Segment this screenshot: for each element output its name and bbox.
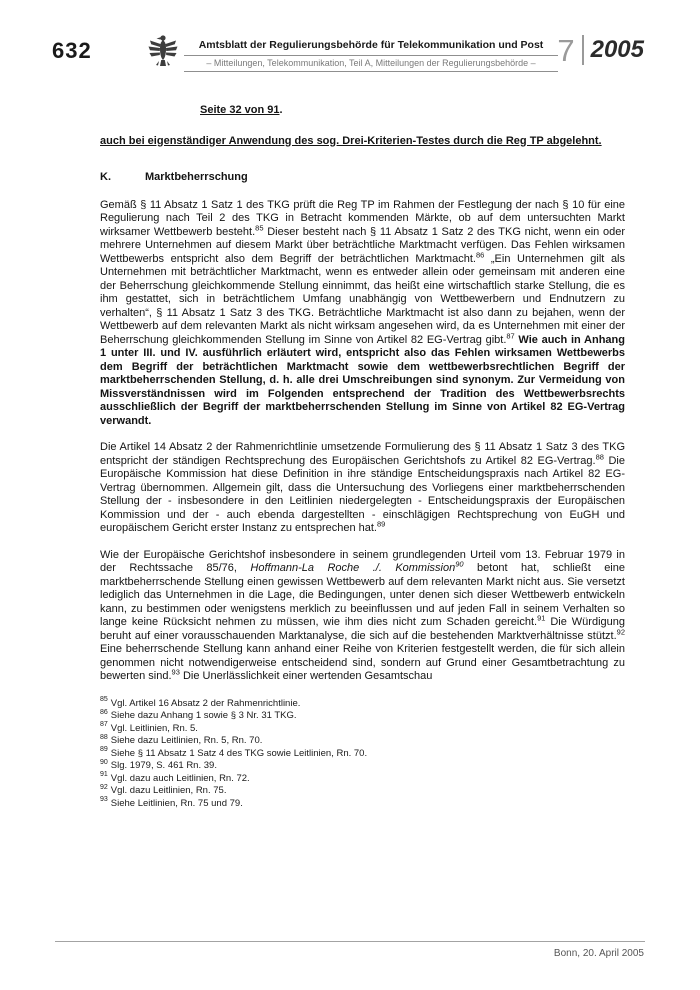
footnote-number: 87 xyxy=(100,721,108,729)
footnote-text: Siehe dazu Anhang 1 sowie § 3 Nr. 31 TKG. xyxy=(110,710,297,721)
footnote-reference: 92 xyxy=(616,626,625,636)
issue-number: 7 xyxy=(557,32,575,68)
issue-info xyxy=(557,33,644,67)
text-segment: Eine beherrschende Stellung kann anhand einer Reihe von Kriterien festgestellt werden, die für sich allein genommen nicht notwendigerweise entscheidend sind, sondern auf Grund einer Gesamtbetrachtung zu bewerten sind. xyxy=(100,643,625,682)
section-title: Marktbeherrschung xyxy=(145,171,248,183)
footnote-number: 85 xyxy=(100,696,108,704)
text-segment: Die Unerlässlichkeit einer wertenden Gesamtschau xyxy=(179,670,433,682)
footnote xyxy=(100,785,625,798)
body-paragraph xyxy=(100,441,625,536)
footnote-reference: 90 xyxy=(455,559,464,569)
footnote-number: 89 xyxy=(100,746,108,754)
footnote-reference: 85 xyxy=(255,222,264,232)
journal-title: Amtsblatt der Regulierungsbehörde für Telekommunikation und Post xyxy=(198,39,544,51)
footnote-number: 88 xyxy=(100,733,108,741)
footnote xyxy=(100,760,625,773)
footnote xyxy=(100,698,625,711)
footnote-text: Vgl. dazu Leitlinien, Rn. 75. xyxy=(110,785,227,796)
footnote-number: 91 xyxy=(100,771,108,779)
footer-date: Bonn, 20. April 2005 xyxy=(553,948,644,959)
text-segment: Wie auch in Anhang 1 unter III. und IV. ausführlich erläutert wird, entspricht also das Fehlen wirksamen Wettbewerbs dem Begriff der beträchtlichen Marktmacht sowie dem wettbewerbsrechtlichen Begriff der marktbeherrschenden Stellung, d. h. alle drei Umschreibungen sind synonym. Zur Vermeidung von Missverständnissen wird im Folgenden entsprechend der Tradition des Wettbewerbsrechts ausschließlich der Begriff der marktbeherrschenden Stellung im Sinne von Artikel 82 EG-Vertrag verwandt. xyxy=(100,333,625,427)
footnote-reference: 89 xyxy=(376,519,386,529)
footnote-number: 92 xyxy=(100,783,108,791)
body-paragraph xyxy=(100,199,625,429)
text-segment: Die Artikel 14 Absatz 2 der Rahmenrichtlinie umsetzende Formulierung des § 11 Absatz 1 Satz 3 des TKG entspricht der ständigen Rechtsprechung des Europäischen Gerichtshofs zu Artikel 82 EG-Vertrag. xyxy=(100,441,625,467)
text-segment: Dieser besteht nach § 11 Absatz 1 Satz 2 des TKG nicht, wenn ein oder mehrere Unternehmen auf diesem Markt über beträchtliche Marktmacht verfügen. Das Fehlen wirksamen Wettbewerbs entspricht also dem Begriff der beträchtlichen Marktmacht. xyxy=(100,225,625,265)
footnote-reference: 93 xyxy=(171,667,180,677)
carryover-paragraph: auch bei eigenständiger Anwendung des sog. Drei-Kriterien-Testes durch die Reg TP abgelehnt. xyxy=(100,134,602,147)
body-paragraph xyxy=(100,549,625,684)
footnote-reference: 91 xyxy=(537,613,546,623)
footnote-text: Vgl. Artikel 16 Absatz 2 der Rahmenrichtlinie. xyxy=(110,697,301,709)
issue-separator-bar xyxy=(582,35,584,65)
footnote xyxy=(100,798,625,811)
issue-year: 2005 xyxy=(590,36,644,63)
text-segment: Die Würdigung beruht auf einer vorausschauenden Marktanalyse, die sich auf die bestehenden Marktverhältnisse stützt. xyxy=(100,616,625,642)
footnote-text: Vgl. Leitlinien, Rn. 5. xyxy=(110,722,198,734)
footnote xyxy=(100,710,625,723)
footnote-text: Siehe dazu Leitlinien, Rn. 5, Rn. 70. xyxy=(110,735,263,746)
footer-rule xyxy=(55,941,645,942)
footnote-number: 90 xyxy=(100,758,108,766)
footnote xyxy=(100,773,625,786)
text-segment: Gemäß § 11 Absatz 1 Satz 1 des TKG prüft die Reg TP im Rahmen der Festlegung der nach § 10 für eine Regulierung nach Teil 2 des TKG in Betracht kommenden Märkte, ob auf dem untersuchten Markt wirksamer Wettbewerb besteht. xyxy=(100,198,625,238)
page-indicator-suffix: . xyxy=(279,104,283,116)
section-letter: K. xyxy=(100,171,111,183)
text-segment: „Ein Unternehmen gilt als Unternehmen mit beträchtlicher Marktmacht, wenn es entweder allein oder gemeinsam mit anderen eine der Beherrschung gleichkommende Stellung einnimmt, das heißt eine wirtschaftlich starke Stellung, die es ihm gestattet, sich in beträchtlichem Umfang unabhängig von Wettbewerbern und Endnutzern zu verhalten“, § 11 Absatz 1 Satz 3 des TKG. Beträchtliche Marktmacht ist also dann zu bejahen, wenn der Wettbewerb auf dem relevanten Markt als nicht wirksam angesehen wird, da es Unternehmen mit einer der Beherrschung gleichkommenden Stellung im Sinne von Artikel 82 EG-Vertrag gibt. xyxy=(100,252,626,346)
text-segment: betont hat, schließt eine marktbeherrschende Stellung einen gewissen Wettbewerb auf dem relevanten Markt nicht aus. Sie versetzt lediglich das Unternehmen in die Lage, die Bedingungen, unter denen sich dieser Wettbewerb entwickeln kann, zu bestimmen oder wenigstens merklich zu beeinflussen und auf jeden Fall in seinem Verhalten so lange keine Rücksicht nehmen zu müssen, wie ihm dies nicht zum Schaden gereicht. xyxy=(100,562,625,628)
section-heading xyxy=(100,171,625,185)
text-segment: Die Europäische Kommission hat diese Definition in ihre ständige Entscheidungspraxis nach Artikel 82 EG-Vertrag übernommen. Allgemein gilt, dass die Untersuchung des Vorliegens einer marktbeherrschenden Stellung der - insbesondere in den Leitlinien niedergelegten - Entscheidungspraxis der Europäischen Kommission und der - auch ebenda dargestellten - einschlägigen Rechtsprechung von EuGH und europäischem Gericht erster Instanz zu entsprechen hat. xyxy=(100,454,625,534)
masthead-titles xyxy=(184,39,558,72)
footnote xyxy=(100,723,625,736)
page-indicator-text: Seite 32 von 91 xyxy=(200,104,280,116)
footnote xyxy=(100,748,625,761)
footnote-text: Vgl. dazu auch Leitlinien, Rn. 72. xyxy=(110,772,250,784)
journal-subtitle: – Mitteilungen, Telekommunikation, Teil A, Mitteilungen der Regulierungsbehörde – xyxy=(184,55,558,72)
text-segment: Hoffmann-La Roche ./. Kommission xyxy=(250,562,456,574)
footnote-reference: 87 xyxy=(506,330,515,340)
footnote-number: 93 xyxy=(100,796,108,804)
text-segment: Wie der Europäische Gerichtshof insbesondere in seinem grundlegenden Urteil vom 13. Februar 1979 in der Rechtssache 85/76, xyxy=(100,548,625,574)
footnote-text: Slg. 1979, S. 461 Rn. 39. xyxy=(110,760,217,771)
journal-page-number: 632 xyxy=(52,38,92,63)
footnote-reference: 86 xyxy=(475,249,485,259)
footnote-number: 86 xyxy=(100,708,108,716)
federal-eagle-icon xyxy=(146,32,180,70)
footnote-reference: 88 xyxy=(595,451,604,461)
page-indicator xyxy=(100,104,625,118)
document-body xyxy=(100,104,625,810)
footnote xyxy=(100,735,625,748)
footnotes-block xyxy=(100,698,625,811)
footnote-text: Siehe § 11 Absatz 1 Satz 4 des TKG sowie Leitlinien, Rn. 70. xyxy=(110,747,368,759)
footnote-text: Siehe Leitlinien, Rn. 75 und 79. xyxy=(110,797,243,809)
